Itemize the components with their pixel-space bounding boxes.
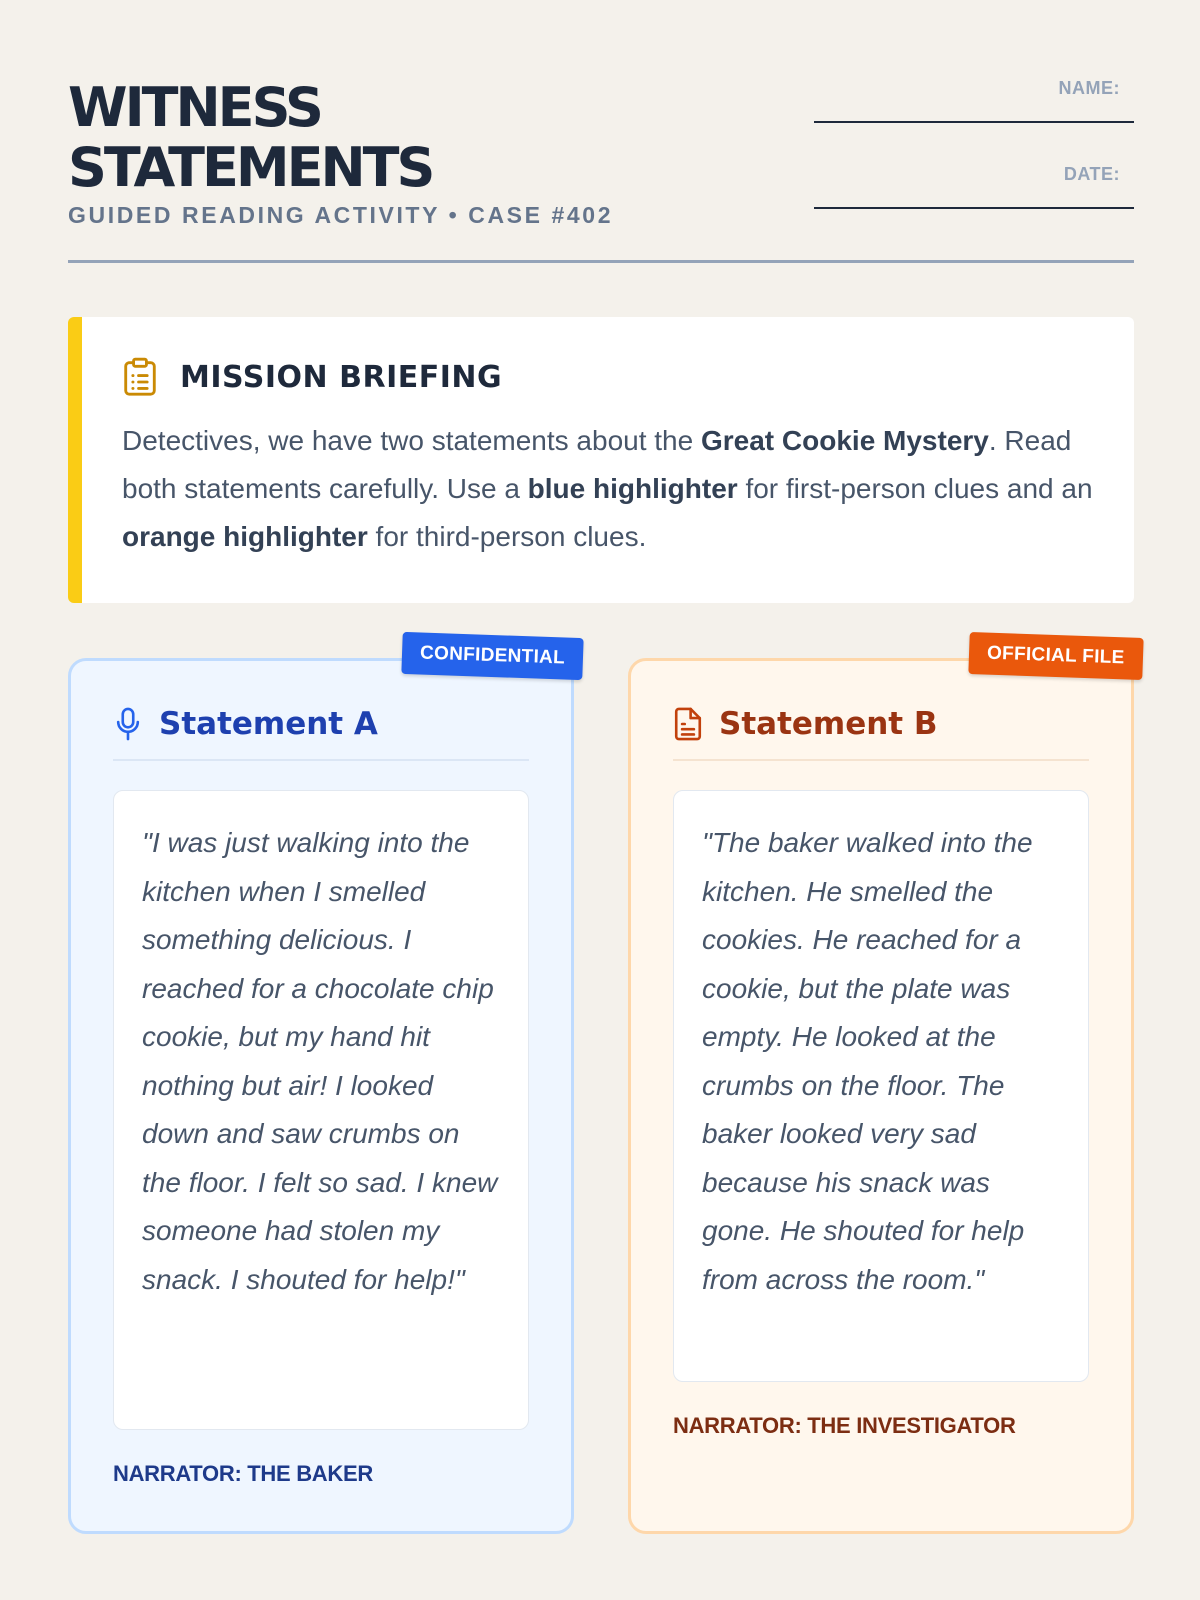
statement-a-header — [113, 705, 529, 761]
worksheet-page — [68, 0, 1134, 1600]
header — [68, 74, 1134, 264]
briefing-bold-blue: blue highlighter — [527, 473, 738, 504]
title-line-1: WITNESS — [68, 76, 321, 139]
page-title — [68, 78, 432, 198]
title-line-2: STATEMENTS — [68, 136, 433, 199]
statement-a-quote: "I was just walking into the kitchen when I smelled something delicious. I reached for a chocolate chip cookie, but my hand hit nothing but air! I looked down and saw crumbs on the floor. I felt so sad. I knew someone had stolen my snack. I shouted for help!" — [142, 827, 498, 1295]
statement-b-header — [673, 705, 1089, 761]
statement-b-quote: "The baker walked into the kitchen. He smelled the cookies. He reached for a cookie, but the plate was empty. He looked at the crumbs on the floor. The baker looked very sad because his snack was gone. He shouted for help from across the room." — [702, 827, 1033, 1295]
header-divider — [68, 260, 1134, 263]
briefing-bold-orange: orange highlighter — [122, 521, 368, 552]
statement-b-card — [628, 642, 1134, 1534]
document-icon — [673, 707, 703, 741]
briefing-text-part: for first-person clues and an — [737, 473, 1093, 504]
mission-briefing — [68, 317, 1134, 603]
statement-b-title: Statement B — [719, 706, 938, 742]
briefing-text-part: Detectives, we have two statements about the — [122, 425, 701, 456]
statement-b-narrator: NARRATOR: THE INVESTIGATOR — [673, 1413, 1016, 1438]
clipboard-icon — [122, 357, 158, 397]
briefing-text-part: . Read both statements carefully. Use a — [122, 425, 1072, 504]
briefing-text — [122, 417, 1094, 561]
date-line[interactable] — [814, 207, 1134, 209]
date-label: DATE: — [1063, 164, 1120, 184]
briefing-header — [122, 357, 1094, 397]
statement-a-card — [68, 642, 574, 1534]
name-field[interactable] — [814, 78, 1134, 123]
briefing-title: MISSION BRIEFING — [180, 359, 503, 395]
statement-a-title: Statement A — [159, 706, 378, 742]
statement-a-quote-box — [113, 790, 529, 1430]
microphone-icon — [113, 707, 143, 741]
date-field[interactable] — [814, 164, 1134, 209]
official-file-stamp: OFFICIAL FILE — [969, 632, 1144, 680]
confidential-stamp: CONFIDENTIAL — [401, 632, 583, 680]
statement-b-quote-box — [673, 790, 1089, 1382]
briefing-bold-mystery: Great Cookie Mystery — [700, 425, 989, 456]
briefing-text-part: for third-person clues. — [367, 521, 647, 552]
page-subtitle: GUIDED READING ACTIVITY • CASE #402 — [68, 202, 614, 228]
name-line[interactable] — [814, 121, 1134, 123]
statement-a-narrator: NARRATOR: THE BAKER — [113, 1461, 373, 1486]
name-label: NAME: — [1058, 78, 1120, 98]
